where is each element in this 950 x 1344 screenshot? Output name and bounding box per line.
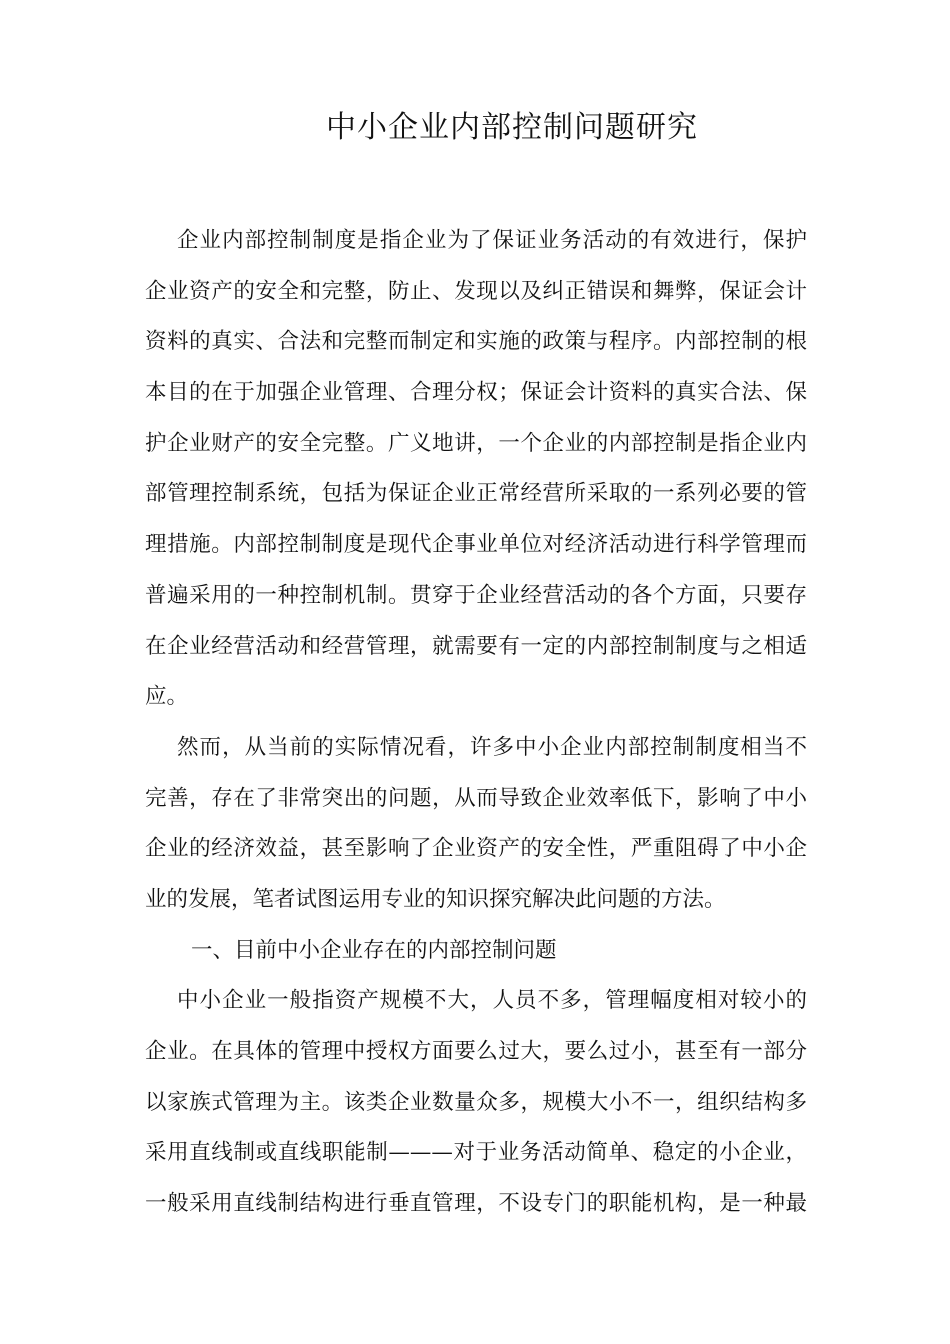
body-line: 应。 <box>145 684 189 710</box>
body-line: 采用直线制或直线职能制———对于业务活动简单、稳定的小企业， <box>145 1140 807 1166</box>
body-line: 本目的在于加强企业管理、合理分权；保证会计资料的真实合法、保 <box>145 380 807 406</box>
body-line: 然而，从当前的实际情况看，许多中小企业内部控制制度相当不 <box>177 734 807 760</box>
body-line: 普遍采用的一种控制机制。贯穿于企业经营活动的各个方面，只要存 <box>145 582 807 608</box>
body-line: 完善，存在了非常突出的问题，从而导致企业效率低下，影响了中小 <box>145 785 807 811</box>
body-line: 企业的经济效益，甚至影响了企业资产的安全性，严重阻碍了中小企 <box>145 836 807 862</box>
body-line: 企业。在具体的管理中授权方面要么过大，要么过小，甚至有一部分 <box>145 1039 807 1064</box>
body-line: 企业资产的安全和完整，防止、发现以及纠正错误和舞弊，保证会计 <box>145 278 807 304</box>
body-line: 以家族式管理为主。该类企业数量众多，规模大小不一，组织结构多 <box>145 1089 807 1115</box>
body-line: 理措施。内部控制制度是现代企事业单位对经济活动进行科学管理而 <box>145 532 807 558</box>
document-title: 中小企业内部控制问题研究 <box>326 110 698 145</box>
body-line: 一般采用直线制结构进行垂直管理，不设专门的职能机构，是一种最 <box>145 1191 807 1217</box>
document-body <box>145 216 807 1230</box>
body-line: 护企业财产的安全完整。广义地讲，一个企业的内部控制是指企业内 <box>145 430 807 456</box>
section-heading: 一、目前中小企业存在的内部控制问题 <box>191 937 557 963</box>
body-line: 资料的真实、合法和完整而制定和实施的政策与程序。内部控制的根 <box>145 329 807 355</box>
body-line: 中小企业一般指资产规模不大，人员不多，管理幅度相对较小的 <box>177 988 807 1014</box>
body-line: 在企业经营活动和经营管理，就需要有一定的内部控制制度与之相适 <box>145 633 807 659</box>
body-line: 企业内部控制制度是指企业为了保证业务活动的有效进行，保护 <box>177 228 807 253</box>
body-line: 部管理控制系统，包括为保证企业正常经营所采取的一系列必要的管 <box>145 481 807 507</box>
body-line: 业的发展，笔者试图运用专业的知识探究解决此问题的方法。 <box>145 886 726 912</box>
